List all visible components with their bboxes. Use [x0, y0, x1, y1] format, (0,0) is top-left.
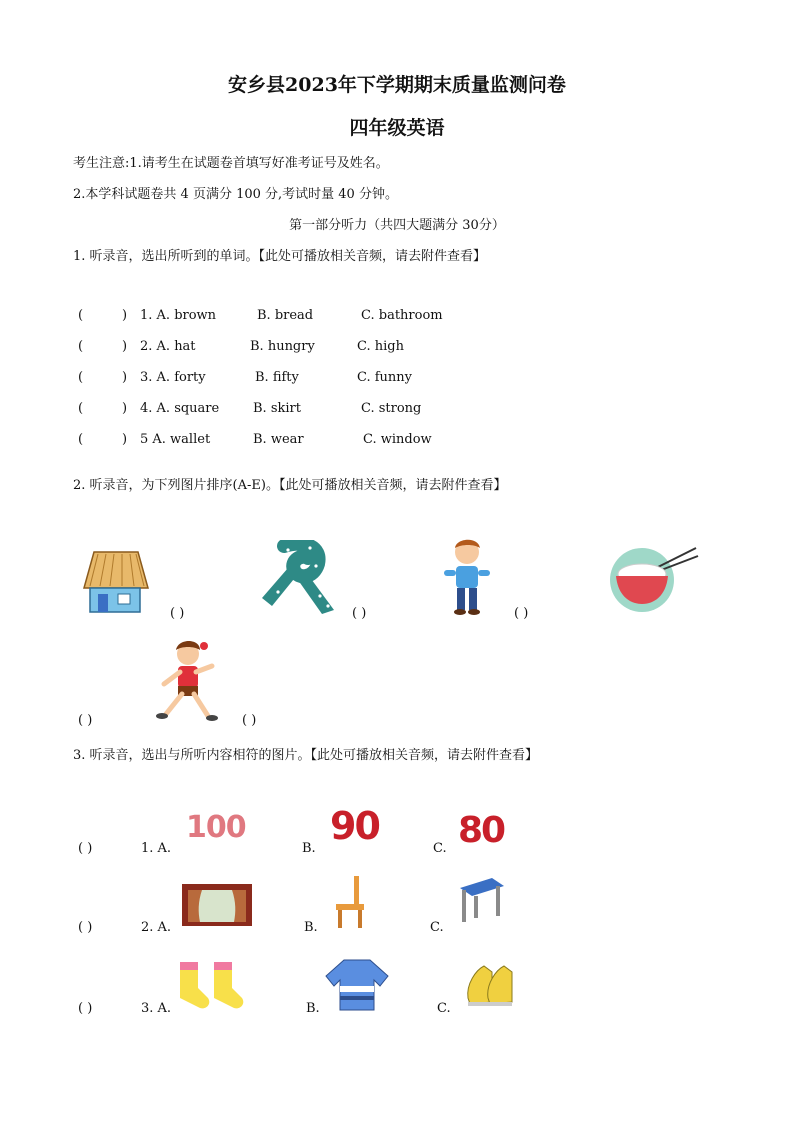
- answer-blank[interactable]: ( ): [514, 606, 529, 621]
- q1-option-b: B. wear: [253, 432, 304, 447]
- q1-option-c: C. window: [363, 432, 432, 447]
- q3-option-c-label: C.: [430, 920, 444, 935]
- q1-option-a: 2. A. hat: [140, 339, 196, 354]
- note-line-2: 2.本学科试题卷共 4 页满分 100 分,考试时量 40 分钟。: [73, 187, 398, 202]
- socks-icon: [172, 958, 248, 1014]
- q3-option-a-label: 2. A.: [141, 920, 172, 935]
- house-icon: [78, 544, 154, 614]
- q1-item: ( ) 3. A. forty B. fifty C. funny: [78, 370, 413, 385]
- number-100-picture: 100: [186, 810, 246, 845]
- answer-blank[interactable]: (: [78, 401, 84, 416]
- answer-blank[interactable]: (: [78, 370, 84, 385]
- answer-blank[interactable]: ( ): [352, 606, 367, 621]
- answer-blank[interactable]: (: [78, 432, 84, 447]
- page-title: 安乡县2023年下学期期末质量监测问卷: [228, 74, 566, 96]
- sweater-icon: [324, 956, 390, 1014]
- q2-prompt: 2. 听录音，为下列图片排序(A-E)。【此处可播放相关音频，请去附件查看】: [73, 478, 507, 493]
- q1-item: ( ) 1. A. brown B. bread C. bathroom: [78, 308, 443, 323]
- q1-option-b: B. fifty: [255, 370, 299, 385]
- rice-bowl-icon: [604, 546, 700, 612]
- answer-blank[interactable]: (: [78, 308, 84, 323]
- q3-option-c-label: C.: [437, 1001, 451, 1016]
- number-80-picture: 80: [458, 810, 505, 851]
- q1-option-a: 3. A. forty: [140, 370, 206, 385]
- q3-option-c-label: C.: [433, 841, 447, 856]
- sneakers-icon: [462, 958, 518, 1010]
- answer-blank[interactable]: ( ): [242, 713, 257, 728]
- q1-option-b: B. skirt: [253, 401, 301, 416]
- q1-prompt: 1. 听录音，选出所听到的单词。【此处可播放相关音频，请去附件查看】: [73, 249, 487, 264]
- q3-option-b-label: B.: [306, 1001, 320, 1016]
- q1-option-a: 1. A. brown: [140, 308, 217, 323]
- q1-option-b: B. bread: [257, 308, 314, 323]
- q3-prompt: 3. 听录音，选出与所听内容相符的图片。【此处可播放相关音频，请去附件查看】: [73, 748, 539, 763]
- q1-option-c: C. bathroom: [361, 308, 443, 323]
- note-line-1: 考生注意:1.请考生在试题卷首填写好准考证号及姓名。: [73, 156, 389, 171]
- chair-icon: [330, 874, 370, 930]
- q1-item: ( ) 5 A. wallet B. wear C. window: [78, 432, 432, 447]
- answer-blank[interactable]: ( ): [78, 841, 93, 856]
- number-90-picture: 90: [330, 804, 379, 848]
- answer-blank[interactable]: ( ): [78, 1001, 93, 1016]
- q3-option-b-label: B.: [302, 841, 316, 856]
- scarf-icon: [258, 540, 340, 616]
- answer-blank[interactable]: (: [78, 339, 84, 354]
- running-girl-icon: [152, 636, 222, 724]
- answer-blank[interactable]: ( ): [170, 606, 185, 621]
- q1-option-b: B. hungry: [250, 339, 315, 354]
- part1-heading: 第一部分听力（共四大题满分 30分）: [289, 218, 505, 233]
- answer-blank[interactable]: ( ): [78, 713, 93, 728]
- table-icon: [456, 874, 506, 924]
- q3-option-a-label: 1. A.: [141, 841, 172, 856]
- q1-option-c: C. funny: [357, 370, 413, 385]
- q1-option-c: C. strong: [361, 401, 422, 416]
- boy-icon: [442, 536, 492, 616]
- window-icon: [180, 882, 254, 928]
- page-subtitle: 四年级英语: [349, 117, 445, 139]
- q3-option-b-label: B.: [304, 920, 318, 935]
- q1-option-a: 5 A. wallet: [140, 432, 211, 447]
- q1-item: ( ) 4. A. square B. skirt C. strong: [78, 401, 422, 416]
- q1-item: ( ) 2. A. hat B. hungry C. high: [78, 339, 404, 354]
- q3-option-a-label: 3. A.: [141, 1001, 172, 1016]
- answer-blank[interactable]: ( ): [78, 920, 93, 935]
- q1-option-c: C. high: [357, 339, 404, 354]
- q1-option-a: 4. A. square: [140, 401, 220, 416]
